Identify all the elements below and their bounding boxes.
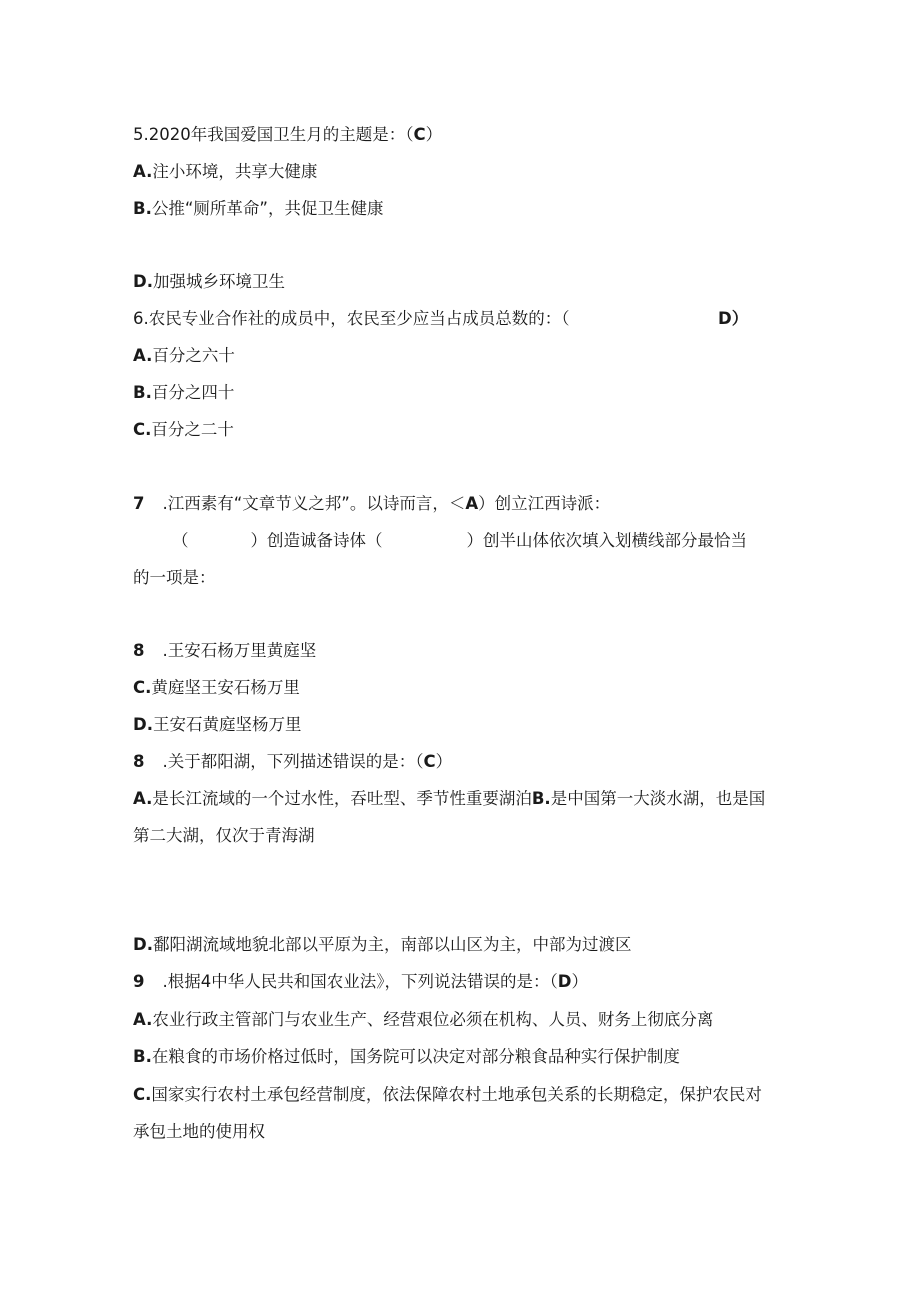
q5-answer: C — [413, 125, 426, 144]
q8-option-cont: 第二大湖，仅次于青海湖 — [133, 826, 315, 845]
q5-option-b: B.公推“厕所革命”，共促卫生健康 — [133, 199, 384, 218]
q9-option-a: A.农业行政主管部门与农业生产、经营艰位必须在机构、人员、财务上彻底分离 — [133, 1010, 714, 1029]
q5-stem: 5.2020年我国爱国卫生月的主题是：（C） — [133, 125, 443, 144]
q7-option-a: 8 .王安石杨万里黄庭坚 — [133, 641, 317, 660]
q9-option-c-cont: 承包土地的使用权 — [133, 1122, 265, 1141]
q5-option-a: A.注小环境，共享大健康 — [133, 162, 318, 181]
q8-option-a-b: A.是长江流域的一个过水性，吞吐型、季节性重要湖泊B.是中国第一大淡水湖，也是国 — [133, 789, 766, 808]
q8-answer: C — [423, 752, 436, 771]
q7-option-d: D.王安石黄庭坚杨万里 — [133, 715, 302, 734]
q7-stem: 7 .江西素有“文章节义之邦”。以诗而言，＜A）创立江西诗派： — [133, 494, 611, 513]
q8-option-d: D.鄱阳湖流域地貌北部以平原为主，南部以山区为主，中部为过渡区 — [133, 935, 632, 954]
q9-stem: 9 .根据4中华人民共和国农业法》，下列说法错误的是：（D） — [133, 972, 588, 991]
q6-option-a: A.百分之六十 — [133, 346, 235, 365]
q9-option-b: B.在粮食的市场价格过低时，国务院可以决定对部分粮食品种实行保护制度 — [133, 1047, 680, 1066]
q9-answer: D — [557, 972, 572, 991]
q6-option-b: B.百分之四十 — [133, 383, 235, 402]
q7-stem-cont: 的一项是： — [133, 568, 216, 587]
q9-option-c: C.国家实行农村土承包经营制度，依法保障农村土地承包关系的长期稳定，保护农民对 — [133, 1085, 762, 1104]
q7-option-c: C.黄庭坚王安石杨万里 — [133, 678, 300, 697]
q6-stem: 6.农民专业合作社的成员中，农民至少应当占成员总数的：（ — [133, 309, 570, 328]
q6-option-c: C.百分之二十 — [133, 420, 234, 439]
q7-blanks: （ ）创造诚备诗体（ ）创半山体依次填入划横线部分最恰当 — [172, 531, 747, 550]
q6-answer: D） — [718, 309, 749, 328]
q5-option-d: D.加强城乡环境卫生 — [133, 272, 285, 291]
q8-stem: 8 .关于都阳湖，下列描述错误的是：（C） — [133, 752, 453, 771]
